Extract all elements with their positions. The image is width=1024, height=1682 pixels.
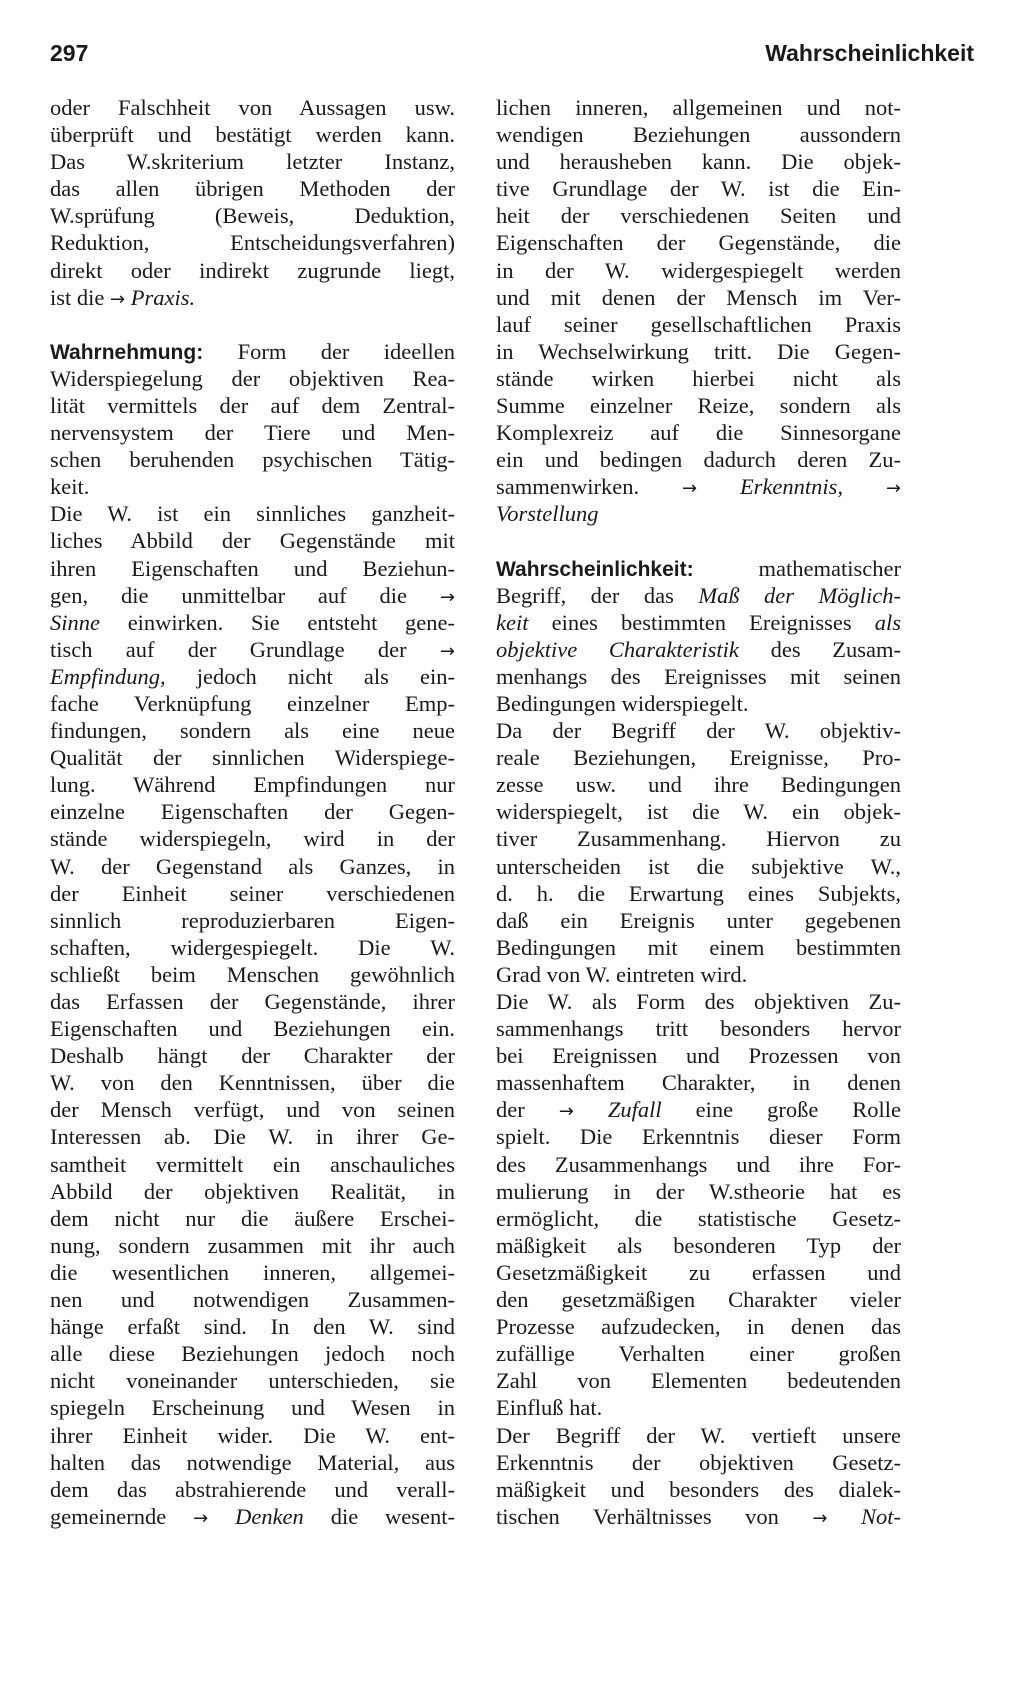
- text-line: Einfluß hat.: [496, 1395, 603, 1421]
- text-fragment: sammenwirken.: [496, 474, 640, 500]
- text-line: das allen übrigen Methoden der: [50, 176, 455, 202]
- text-line: nen und notwendigen Zusammen-: [50, 1287, 455, 1313]
- text-line: mäßigkeit und besonders des dialek-: [496, 1476, 901, 1502]
- arrow-icon: →: [558, 1101, 574, 1123]
- text-line: W.sprüfung (Beweis, Deduktion,: [50, 203, 455, 229]
- text-line: ein und bedingen dadurch deren Zu-: [496, 447, 901, 473]
- text-line: nervensystem der Tiere und Men-: [50, 420, 455, 446]
- text-line: Deshalb hängt der Charakter der: [50, 1043, 455, 1069]
- text-line: [50, 636, 455, 663]
- text-line: nicht voneinander unterschieden, sie: [50, 1368, 455, 1394]
- head-word: Wahrscheinlichkeit: [765, 40, 974, 66]
- text-fragment: tischen Verhältnisses von: [496, 1503, 779, 1529]
- text-line: findungen, sondern als eine neue: [50, 718, 455, 744]
- entry-term: Wahrscheinlichkeit:: [496, 557, 694, 581]
- text-fragment: mathematischer: [758, 555, 901, 581]
- entry-wahrnehmung: [50, 338, 455, 1530]
- text-line: oder Falschheit von Aussagen usw.: [50, 95, 455, 120]
- cross-reference[interactable]: Praxis.: [130, 284, 196, 310]
- text-line: menhangs des Ereignisses mit seinen: [496, 663, 901, 689]
- left-column: [50, 94, 455, 1530]
- arrow-icon: →: [110, 288, 126, 310]
- text-fragment: einwirken. Sie entsteht gene-: [127, 609, 456, 635]
- text-line: bei Ereignissen und Prozessen von: [496, 1043, 901, 1069]
- entry-gap: [50, 311, 455, 338]
- text-line: spiegeln Erscheinung und Wesen in: [50, 1395, 455, 1421]
- emphasis: als: [874, 609, 902, 635]
- text-line: direkt oder indirekt zugrunde liegt,: [50, 257, 455, 283]
- text-line: zesse usw. und ihre Bedingungen: [496, 772, 901, 798]
- text-line: spielt. Die Erkenntnis dieser Form: [496, 1124, 901, 1150]
- text-line: [50, 663, 455, 690]
- cross-reference[interactable]: Vorstellung: [496, 501, 599, 527]
- text-line: Grad von W. eintreten wird.: [496, 961, 748, 987]
- text-fragment: Form der ideellen: [237, 338, 455, 364]
- cross-reference[interactable]: Empfindung,: [50, 663, 166, 689]
- text-line: Bedingungen mit einem bestimmten: [496, 934, 901, 960]
- text-line: der Einheit seiner verschiedenen: [50, 880, 455, 906]
- cross-reference[interactable]: Sinne: [50, 609, 100, 635]
- text-line: einzelne Eigenschaften der Gegen-: [50, 799, 455, 825]
- text-line: halten das notwendige Material, aus: [50, 1449, 455, 1475]
- text-fragment: Begriff, der das: [496, 582, 674, 608]
- text-line: Widerspiegelung der objektiven Rea-: [50, 365, 455, 391]
- text-line: und herausheben kann. Die objek-: [496, 149, 901, 175]
- text-line: zufällige Verhalten einer großen: [496, 1341, 901, 1367]
- text-line: hänge erfaßt sind. In den W. sind: [50, 1314, 455, 1340]
- running-head: [50, 40, 974, 76]
- text-line: Reduktion, Entscheidungsverfahren): [50, 230, 455, 256]
- arrow-icon: →: [439, 586, 455, 608]
- text-line: tiver Zusammenhang. Hiervon zu: [496, 826, 901, 852]
- text-line: der Mensch verfügt, und von seinen: [50, 1097, 455, 1123]
- text-fragment: die wesent-: [330, 1503, 456, 1529]
- text-line: lauf seiner gesellschaftlichen Praxis: [496, 311, 901, 337]
- arrow-icon: →: [193, 1507, 209, 1529]
- text-fragment: jedoch nicht als ein-: [196, 663, 455, 689]
- text-line: Gesetzmäßigkeit zu erfassen und: [496, 1259, 901, 1285]
- arrow-icon: →: [885, 478, 902, 500]
- text-line: den gesetzmäßigen Charakter vieler: [496, 1287, 901, 1313]
- text-line: in der W. widergespiegelt werden: [496, 257, 901, 283]
- entry-term: Wahrnehmung:: [50, 340, 204, 364]
- text-line: sinnlich reproduzierbaren Eigen-: [50, 907, 455, 933]
- text-line: Komplexreiz auf die Sinnesorgane: [496, 420, 901, 446]
- continued-entry: [50, 94, 455, 311]
- text-line: Die W. als Form des objektiven Zu-: [496, 989, 901, 1014]
- text-fragment: eine große Rolle: [695, 1097, 902, 1123]
- text-line: Die W. ist ein sinnliches ganzheit-: [50, 501, 455, 527]
- text-line: die wesentlichen inneren, allgemei-: [50, 1259, 455, 1285]
- text-line: Erkenntnis der objektiven Gesetz-: [496, 1449, 901, 1475]
- text-line: W. von den Kenntnissen, über die: [50, 1070, 455, 1096]
- text-line: stände widerspiegeln, wird in der: [50, 826, 455, 852]
- text-line: fache Verknüpfung einzelner Emp-: [50, 690, 455, 716]
- text-line: schen beruhenden psychischen Tätig-: [50, 447, 455, 473]
- right-column: [496, 94, 901, 1530]
- text-line: ermöglicht, die statistische Gesetz-: [496, 1205, 901, 1231]
- text-line: [50, 284, 455, 311]
- emphasis: keit: [496, 609, 529, 635]
- text-line: W. der Gegenstand als Ganzes, in: [50, 853, 455, 879]
- text-line: [50, 338, 455, 365]
- text-line: des Zusammenhangs und ihre For-: [496, 1151, 901, 1177]
- emphasis: Maß der Möglich-: [698, 582, 901, 608]
- text-line: lung. Während Empfindungen nur: [50, 772, 455, 798]
- entry-gap: [496, 528, 901, 555]
- text-fragment: eines bestimmten Ereignisses: [551, 609, 852, 635]
- text-line: [496, 473, 901, 500]
- text-line: d. h. die Erwartung eines Subjekts,: [496, 880, 901, 906]
- text-line: [50, 1503, 455, 1530]
- text-line: ihren Eigenschaften und Beziehun-: [50, 555, 455, 581]
- cross-reference[interactable]: Erkenntnis,: [739, 474, 844, 500]
- text-line: Eigenschaften und Beziehungen ein.: [50, 1016, 455, 1042]
- text-line: Da der Begriff der W. objektiv-: [496, 718, 901, 744]
- text-line: keit.: [50, 474, 90, 500]
- continued-entry: [496, 94, 901, 528]
- text-line: Eigenschaften der Gegenstände, die: [496, 230, 901, 256]
- text-fragment: des Zusam-: [770, 636, 901, 662]
- arrow-icon: →: [681, 478, 698, 500]
- text-line: [496, 636, 901, 663]
- text-line: Zahl von Elementen bedeutenden: [496, 1368, 901, 1394]
- text-line: mäßigkeit als besonderen Typ der: [496, 1232, 901, 1258]
- text-line: [496, 555, 901, 582]
- text-line: samtheit vermittelt ein anschauliches: [50, 1151, 455, 1177]
- text-line: tive Grundlage der W. ist die Ein-: [496, 176, 901, 202]
- text-line: [496, 582, 901, 609]
- text-line: widerspiegelt, ist die W. ein objek-: [496, 799, 901, 825]
- text-line: Bedingungen widerspiegelt.: [496, 690, 749, 716]
- text-line: liches Abbild der Gegenstände mit: [50, 528, 455, 554]
- text-line: ihrer Einheit wider. Die W. ent-: [50, 1422, 455, 1448]
- text-line: alle diese Beziehungen jedoch noch: [50, 1341, 455, 1367]
- text-fragment: der: [496, 1097, 525, 1123]
- text-line: lichen inneren, allgemeinen und not-: [496, 95, 901, 120]
- text-line: Prozesse aufzudecken, in denen das: [496, 1314, 901, 1340]
- text-line: massenhaftem Charakter, in denen: [496, 1070, 901, 1096]
- text-line: Der Begriff der W. vertieft unsere: [496, 1422, 901, 1448]
- text-line: daß ein Ereignis unter gegebenen: [496, 907, 901, 933]
- text-line: in Wechselwirkung tritt. Die Gegen-: [496, 338, 901, 364]
- cross-reference[interactable]: Denken: [235, 1503, 304, 1529]
- arrow-icon: →: [812, 1507, 828, 1529]
- cross-reference[interactable]: Zufall: [607, 1097, 662, 1123]
- text-line: mulierung in der W.stheorie hat es: [496, 1178, 901, 1204]
- text-line: Abbild der objektiven Realität, in: [50, 1178, 455, 1204]
- text-fragment: gemeinernde: [50, 1503, 167, 1529]
- text-line: dem nicht nur die äußere Erschei-: [50, 1205, 455, 1231]
- text-fragment: ist die: [50, 284, 105, 310]
- text-line: reale Beziehungen, Ereignisse, Pro-: [496, 745, 901, 771]
- text-line: [50, 609, 455, 636]
- text-line: wendigen Beziehungen aussondern: [496, 122, 901, 148]
- page-number: 297: [50, 40, 89, 66]
- text-line: [496, 500, 901, 527]
- text-line: und mit denen der Mensch im Ver-: [496, 284, 901, 310]
- text-line: heit der verschiedenen Seiten und: [496, 203, 901, 229]
- text-line: unterscheiden ist die subjektive W.,: [496, 853, 901, 879]
- text-fragment: gen, die unmittelbar auf die: [50, 582, 408, 608]
- text-line: nung, sondern zusammen mit ihr auch: [50, 1232, 455, 1258]
- text-line: Summe einzelner Reize, sondern als: [496, 393, 901, 419]
- emphasis: objektive Charakteristik: [496, 636, 739, 662]
- arrow-icon: →: [439, 640, 455, 662]
- text-fragment: tisch auf der Grundlage der: [50, 636, 407, 662]
- text-line: Interessen ab. Die W. in ihrer Ge-: [50, 1124, 455, 1150]
- text-line: überprüft und bestätigt werden kann.: [50, 122, 455, 148]
- text-line: dem das abstrahierende und verall-: [50, 1476, 455, 1502]
- text-line: schließt beim Menschen gewöhnlich: [50, 961, 455, 987]
- text-line: sammenhangs tritt besonders hervor: [496, 1016, 901, 1042]
- text-line: [496, 1096, 901, 1123]
- text-line: Das W.skriterium letzter Instanz,: [50, 149, 455, 175]
- text-line: stände wirken hierbei nicht als: [496, 365, 901, 391]
- text-line: Qualität der sinnlichen Widerspiege-: [50, 745, 455, 771]
- entry-wahrscheinlichkeit: [496, 555, 901, 1530]
- text-line: [496, 1503, 901, 1530]
- text-line: das Erfassen der Gegenstände, ihrer: [50, 989, 455, 1014]
- cross-reference[interactable]: Not-: [861, 1503, 902, 1529]
- text-line: [50, 582, 455, 609]
- text-line: schaften, widergespiegelt. Die W.: [50, 934, 455, 960]
- text-line: [496, 609, 901, 636]
- text-line: lität vermittels der auf dem Zentral-: [50, 392, 455, 418]
